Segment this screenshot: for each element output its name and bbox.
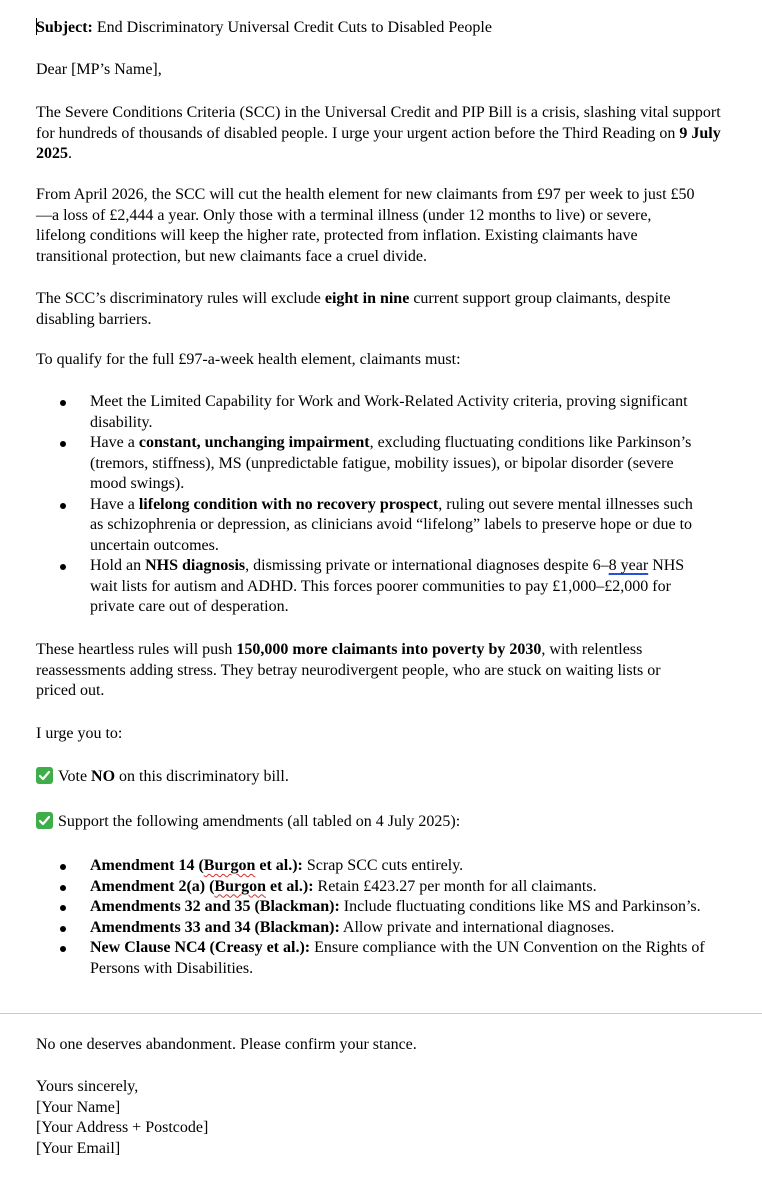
bullet-icon	[60, 503, 66, 509]
amendments-list	[36, 856, 730, 979]
paragraph-intro	[36, 103, 726, 165]
salutation: Dear [MP’s Name],	[36, 61, 162, 78]
criteria-list	[36, 392, 710, 618]
amendment-text: Allow private and international diagnoses.	[339, 918, 615, 936]
criteria-bold: NHS diagnosis	[145, 557, 246, 574]
bullet-icon	[60, 564, 66, 570]
amendment-title: Amendments 32 and 35 (Blackman):	[90, 898, 340, 915]
spelling-flag[interactable]: Burgon	[214, 877, 266, 895]
paragraph-confirm: No one deserves abandonment. Please confirm your stance.	[36, 1036, 417, 1053]
poverty-bold: 150,000 more claimants into poverty by 2030	[236, 641, 542, 658]
bullet-icon	[60, 926, 66, 932]
list-item	[36, 556, 710, 618]
paragraph-qualify: To qualify for the full £97-a-week health element, claimants must:	[36, 351, 461, 368]
amendment-title: New Clause NC4 (Creasy et al.):	[90, 939, 311, 956]
bullet-icon	[60, 905, 66, 911]
bullet-icon	[60, 864, 66, 870]
criteria-text: , excluding fluctuating conditions like Parkinson’s (tremors, stiffness), MS (unpredictable fatigue, mobility issues), or bipolar disorder (severe mood swings).	[90, 434, 692, 492]
check-mark-icon	[36, 812, 53, 829]
support-text: Support the following amendments (all tabled on 4 July 2025):	[58, 813, 461, 830]
amendment-title: et al.):	[266, 877, 314, 895]
spelling-flag[interactable]: Burgon	[203, 857, 256, 874]
intro-date: 9 July 2025	[36, 124, 721, 162]
subject-text: End Discriminatory Universal Credit Cuts to Disabled People	[92, 19, 492, 36]
paragraph-poverty	[36, 640, 704, 702]
criteria-bold: constant, unchanging impairment	[138, 434, 370, 451]
signoff: Yours sincerely,	[36, 1078, 139, 1095]
amendment-title: Amendments 33 and 34 (Blackman):	[90, 918, 340, 936]
list-item	[36, 392, 710, 433]
vote-no-line	[36, 767, 289, 788]
bullet-icon	[60, 885, 66, 891]
vote-no: NO	[91, 768, 116, 785]
list-item	[36, 897, 730, 918]
your-name-placeholder: [Your Name]	[36, 1098, 121, 1116]
criteria-text: NHS wait lists for autism and ADHD. This forces poorer communities to pay £1,000–£2,000 for private care out of desperation.	[90, 557, 685, 615]
closing-block	[36, 1077, 208, 1159]
criteria-text: Hold an	[90, 557, 146, 574]
your-address-placeholder: [Your Address + Postcode]	[36, 1119, 209, 1136]
bullet-icon	[60, 946, 66, 952]
paragraph-cuts: From April 2026, the SCC will cut the health element for new claimants from £97 per week to just £50—a loss of £2,444 a year. Only those with a terminal illness (under 12 months to live) or severe, lifelong conditions will keep the higher rate, protected from inflation. Existing claimants have transitional protection, but new claimants face a cruel divide.	[36, 186, 695, 265]
support-amendments-line	[36, 812, 460, 833]
vote-end: on this discriminatory bill.	[115, 768, 289, 785]
amendment-text: Ensure compliance with the UN Convention on the Rights of Persons with Disabilities.	[90, 939, 705, 977]
intro-end: .	[68, 145, 72, 162]
subject-line	[36, 18, 492, 39]
criteria-text: Meet the Limited Capability for Work and Work-Related Activity criteria, proving significant disability.	[90, 393, 688, 431]
criteria-bold: lifelong condition with no recovery prospect	[138, 495, 439, 513]
amendment-title: Amendment 2(a) (	[90, 877, 215, 895]
amendment-text: Retain £423.27 per month for all claimants.	[313, 877, 597, 895]
list-item	[36, 495, 710, 557]
list-item	[36, 856, 730, 877]
vote-text: Vote	[58, 768, 92, 785]
amendment-text: Scrap SCC cuts entirely.	[302, 857, 464, 874]
exclusion-bold: eight in nine	[324, 290, 410, 307]
amendment-title: Amendment 14 (	[90, 857, 204, 874]
poverty-text: These heartless rules will push	[36, 641, 237, 658]
list-item	[36, 938, 730, 979]
page-break-divider	[0, 1013, 762, 1014]
amendment-title: et al.):	[255, 857, 303, 874]
grammar-flag[interactable]: 8 year	[608, 557, 649, 574]
paragraph-urge: I urge you to:	[36, 725, 123, 742]
your-email-placeholder: [Your Email]	[36, 1139, 121, 1157]
check-mark-icon	[36, 767, 53, 784]
list-item	[36, 918, 730, 939]
amendment-text: Include fluctuating conditions like MS and Parkinson’s.	[339, 898, 701, 915]
bullet-icon	[60, 441, 66, 447]
criteria-text: Have a	[90, 434, 139, 451]
criteria-text: , ruling out severe mental illnesses such as schizophrenia or depression, as clinicians avoid “lifelong” labels to preserve hope or due to uncertain outcomes.	[90, 495, 693, 554]
poverty-end: , with relentless reassessments adding stress. They betray neurodivergent people, who are stuck on waiting lists or priced out.	[36, 641, 661, 699]
criteria-text: , dismissing private or international diagnoses despite 6–	[245, 557, 609, 574]
criteria-text: Have a	[90, 495, 139, 513]
exclusion-text: The SCC’s discriminatory rules will exclude	[36, 290, 325, 307]
list-item	[36, 877, 730, 898]
paragraph-exclusion	[36, 289, 704, 330]
bullet-icon	[60, 400, 66, 406]
subject-label: Subject:	[36, 19, 93, 36]
list-item	[36, 433, 710, 495]
exclusion-end: current support group claimants, despite disabling barriers.	[36, 290, 671, 328]
intro-text: The Severe Conditions Criteria (SCC) in the Universal Credit and PIP Bill is a crisis, slashing vital support for hundreds of thousands of disabled people. I urge your urgent action before the Third Reading on	[36, 104, 721, 142]
